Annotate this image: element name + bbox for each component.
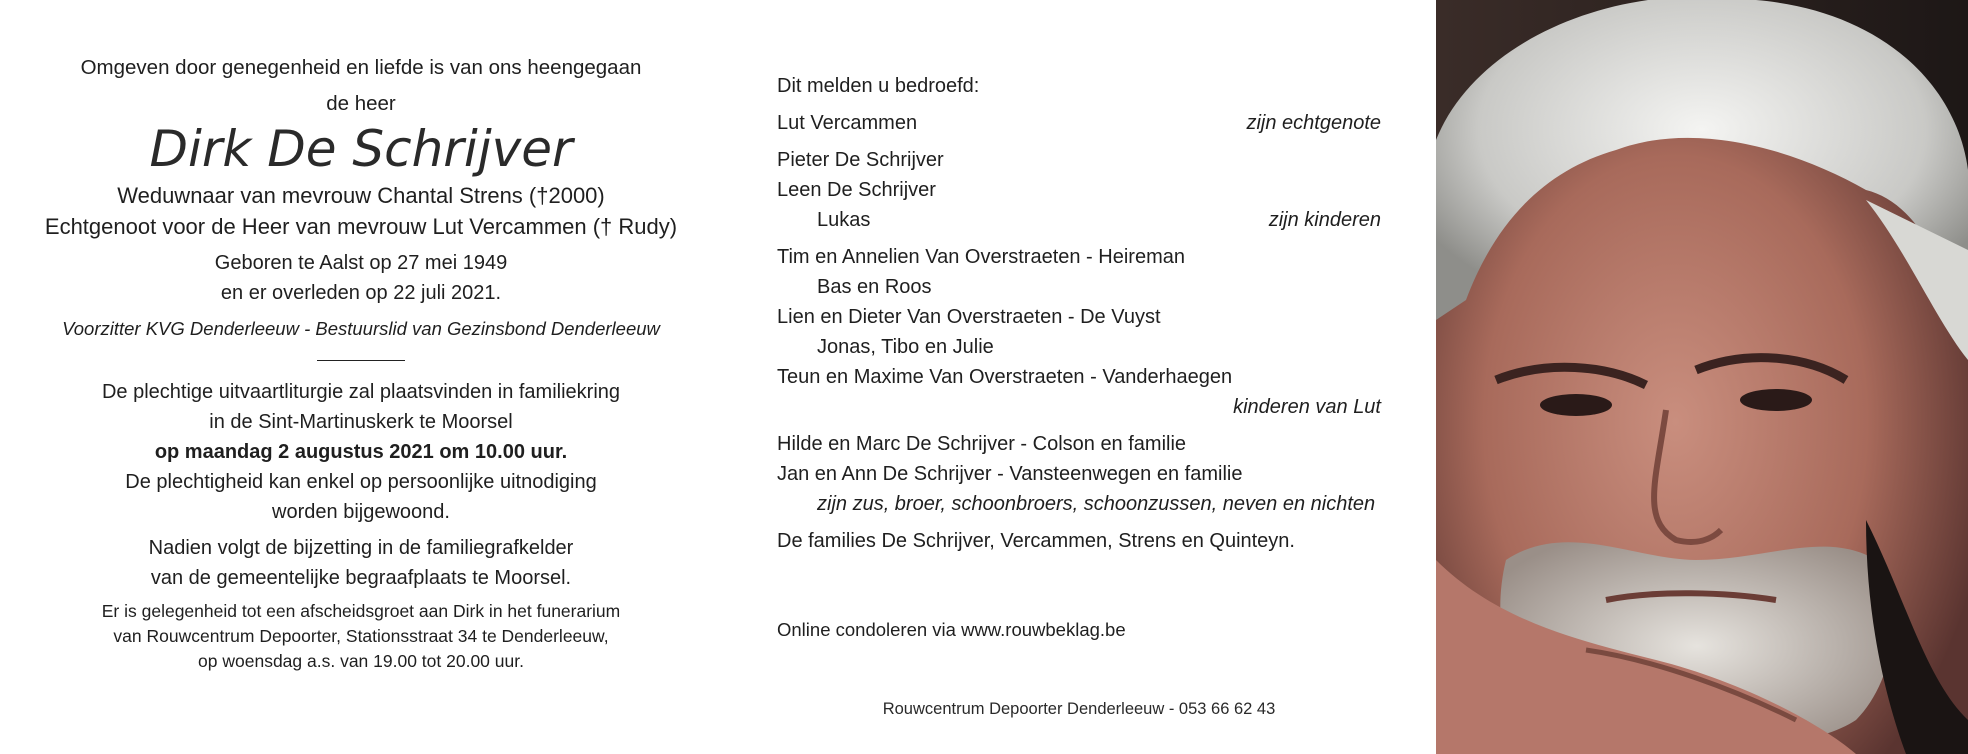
family-name: De families De Schrijver, Vercammen, Strens en Quinteyn. (777, 530, 1295, 552)
family-entry (777, 362, 1381, 392)
service-line: De plechtige uitvaartliturgie zal plaatsvinden in familiekring (101, 381, 621, 403)
family-list-column (777, 71, 1381, 556)
family-name: Hilde en Marc De Schrijver - Colson en familie (777, 433, 1187, 455)
funeral-home-footer: Rouwcentrum Depoorter Denderleeuw - 053 66 62 43 (882, 700, 1276, 718)
family-name: Pieter De Schrijver (777, 149, 944, 171)
visit-line: van Rouwcentrum Depoorter, Stationsstraat 34 te Denderleeuw, (113, 626, 609, 646)
announce-text: Dit melden u bedroefd: (777, 75, 980, 97)
burial-line: van de gemeentelijke begraafplaats te Moorsel. (150, 567, 572, 589)
died-line: en er overleden op 22 juli 2021. (220, 282, 502, 304)
service-line: in de Sint-Martinuskerk te Moorsel (209, 411, 513, 433)
family-name: Leen De Schrijver (777, 179, 936, 201)
service-line: worden bijgewoond. (272, 501, 450, 523)
portrait-image (1436, 0, 1968, 754)
family-entry (777, 489, 1381, 519)
family-entry (777, 242, 1381, 272)
family-name: Lien en Dieter Van Overstraeten - De Vuyst (777, 306, 1161, 328)
announcement-left-column (20, 50, 702, 674)
portrait-photo (1436, 0, 1968, 754)
visitation-info (20, 599, 702, 674)
family-name: Bas en Roos (817, 276, 932, 298)
marital-status (20, 180, 702, 242)
relation-label: zijn echtgenote (1246, 112, 1381, 134)
family-name: Lukas (817, 209, 871, 231)
announce-line (777, 71, 1381, 101)
intro-text (20, 50, 702, 122)
family-entry (777, 459, 1381, 489)
burial-info (20, 533, 702, 593)
family-name: Lut Vercammen (777, 112, 918, 134)
relation-label: zijn kinderen (1268, 209, 1381, 231)
family-entry (777, 526, 1381, 556)
intro-line: de heer (326, 92, 396, 115)
deceased-name: Dirk De Schrijver (149, 120, 573, 178)
family-entry (777, 145, 1381, 175)
family-entry (777, 429, 1381, 459)
family-name: Jonas, Tibo en Julie (817, 336, 994, 358)
visit-line: op woensdag a.s. van 19.00 tot 20.00 uur. (198, 651, 524, 671)
family-entry (777, 302, 1381, 332)
family-entry (777, 175, 1381, 205)
family-name: Teun en Maxime Van Overstraeten - Vanderhaegen (777, 366, 1233, 388)
family-entry (777, 108, 1381, 138)
intro-line: Omgeven door genegenheid en liefde is van ons heengegaan (80, 56, 642, 79)
born-line: Geboren te Aalst op 27 mei 1949 (214, 252, 508, 274)
visit-line: Er is gelegenheid tot een afscheidsgroet aan Dirk in het funerarium (101, 601, 621, 621)
relation-label: zijn zus, broer, schoonbroers, schoonzussen, neven en nichten (817, 493, 1376, 515)
birth-death-info (20, 248, 702, 308)
family-entry (777, 205, 1381, 235)
function-text: Voorzitter KVG Denderleeuw - Bestuurslid van Gezinsbond Denderleeuw (62, 318, 660, 339)
divider-line (317, 360, 405, 361)
service-date: op maandag 2 augustus 2021 om 10.00 uur. (154, 441, 568, 463)
family-name: Jan en Ann De Schrijver - Vansteenwegen en familie (777, 463, 1243, 485)
marital-line: Weduwnaar van mevrouw Chantal Strens (†2000) (117, 183, 605, 208)
online-condolence-text: Online condoleren via www.rouwbeklag.be (777, 619, 1126, 640)
family-entry (777, 392, 1381, 422)
burial-line: Nadien volgt de bijzetting in de familiegrafkelder (148, 537, 574, 559)
service-line: De plechtigheid kan enkel op persoonlijke uitnodiging (125, 471, 597, 493)
family-entry (777, 332, 1381, 362)
marital-line: Echtgenoot voor de Heer van mevrouw Lut Vercammen († Rudy) (44, 214, 678, 239)
funeral-service-info (20, 377, 702, 527)
relation-label: kinderen van Lut (1233, 396, 1381, 418)
family-name: Tim en Annelien Van Overstraeten - Heireman (777, 246, 1185, 268)
family-entry (777, 272, 1381, 302)
